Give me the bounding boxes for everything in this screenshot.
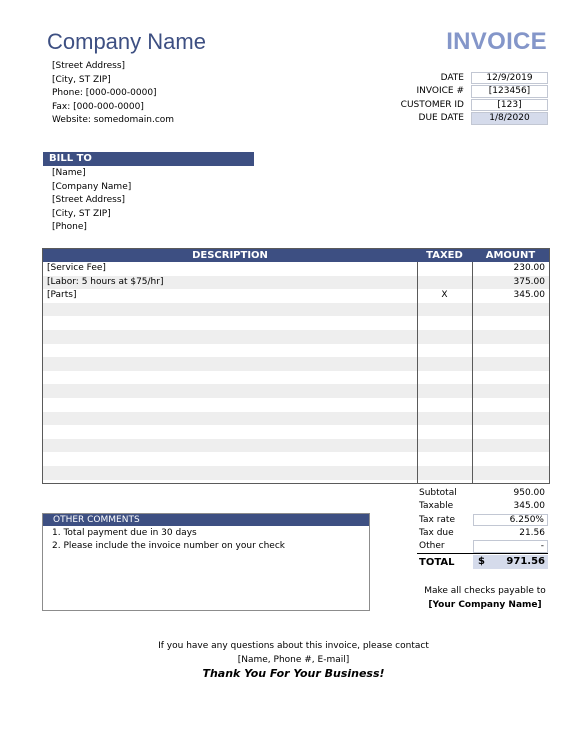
payable-line: Make all checks payable to — [424, 586, 546, 596]
due-date-field[interactable]: 1/8/2020 — [471, 112, 548, 125]
other-row — [417, 540, 548, 554]
thank-you-message: Thank You For Your Business! — [202, 667, 385, 680]
description-cell[interactable] — [43, 371, 417, 385]
amount-cell[interactable] — [472, 330, 549, 344]
other-field[interactable]: - — [473, 540, 548, 553]
totals-block — [417, 486, 548, 571]
amount-cell[interactable] — [472, 412, 549, 426]
tax-rate-row — [417, 513, 548, 527]
invoice-number-field[interactable]: [123456] — [471, 85, 548, 98]
table-row[interactable] — [43, 330, 549, 344]
address-city: [City, ST ZIP] — [52, 74, 111, 85]
taxed-cell[interactable] — [417, 344, 472, 358]
subtotal-row — [417, 486, 548, 500]
amount-cell[interactable]: 230.00 — [513, 263, 545, 273]
footer — [0, 640, 587, 681]
invoice-title: INVOICE — [446, 28, 547, 55]
bill-to-block — [52, 167, 131, 235]
table-row[interactable] — [43, 289, 549, 303]
taxed-cell[interactable] — [417, 439, 472, 453]
meta-label: DATE — [440, 72, 464, 83]
column-header-description: DESCRIPTION — [192, 250, 268, 261]
meta-row-date — [394, 71, 548, 85]
table-row[interactable] — [43, 466, 549, 480]
taxed-cell[interactable] — [417, 412, 472, 426]
table-row[interactable] — [43, 384, 549, 398]
description-cell[interactable] — [43, 316, 417, 330]
description-cell[interactable] — [43, 384, 417, 398]
meta-row-invoice-number — [394, 85, 548, 99]
table-row[interactable] — [43, 439, 549, 453]
taxable-value: 345.00 — [513, 501, 545, 512]
description-cell[interactable]: [Service Fee] — [47, 263, 106, 273]
amount-cell[interactable] — [472, 357, 549, 371]
meta-label: CUSTOMER ID — [400, 99, 464, 110]
address-phone: Phone: [000-000-0000] — [52, 88, 157, 98]
taxed-cell[interactable] — [417, 425, 472, 439]
taxed-cell[interactable]: X — [441, 290, 448, 301]
table-row[interactable] — [43, 276, 549, 290]
description-cell[interactable]: [Parts] — [47, 290, 77, 301]
amount-cell[interactable] — [472, 452, 549, 466]
table-row[interactable] — [43, 357, 549, 371]
payable-note — [410, 585, 560, 612]
description-cell[interactable] — [43, 452, 417, 466]
meta-row-due-date — [394, 112, 548, 126]
total-row — [417, 554, 548, 571]
invoice-meta — [394, 71, 548, 125]
other-label: Other — [419, 541, 445, 552]
currency-symbol: $ — [478, 556, 485, 567]
tax-rate-label: Tax rate — [419, 514, 455, 525]
tax-rate-field[interactable]: 6.250% — [473, 514, 548, 527]
bill-to-header: BILL TO — [43, 152, 254, 166]
description-cell[interactable] — [43, 357, 417, 371]
taxable-row — [417, 500, 548, 514]
description-cell[interactable] — [43, 425, 417, 439]
table-row[interactable] — [43, 412, 549, 426]
table-header — [43, 249, 549, 262]
customer-id-field[interactable]: [123] — [471, 99, 548, 112]
taxed-cell[interactable] — [417, 398, 472, 412]
amount-cell[interactable] — [472, 316, 549, 330]
taxed-cell[interactable] — [417, 316, 472, 330]
taxed-cell[interactable] — [417, 330, 472, 344]
taxed-cell[interactable] — [417, 262, 472, 276]
table-row[interactable] — [43, 316, 549, 330]
total-value — [473, 555, 548, 569]
amount-cell[interactable] — [472, 344, 549, 358]
taxed-cell[interactable] — [417, 384, 472, 398]
description-cell[interactable] — [43, 398, 417, 412]
table-row[interactable] — [43, 371, 549, 385]
amount-cell[interactable] — [472, 425, 549, 439]
table-row[interactable] — [43, 452, 549, 466]
table-row[interactable] — [43, 398, 549, 412]
taxed-cell[interactable] — [417, 466, 472, 480]
bill-to-phone[interactable]: [Phone] — [52, 222, 87, 233]
amount-cell[interactable]: 345.00 — [513, 290, 545, 301]
bill-to-city[interactable]: [City, ST ZIP] — [52, 208, 111, 219]
description-cell[interactable] — [43, 303, 417, 317]
taxed-cell[interactable] — [417, 276, 472, 290]
description-cell[interactable] — [43, 480, 417, 494]
meta-row-customer-id — [394, 98, 548, 112]
date-field[interactable]: 12/9/2019 — [471, 72, 548, 85]
meta-label: INVOICE # — [416, 86, 464, 97]
table-row[interactable] — [43, 425, 549, 439]
address-street: [Street Address] — [52, 61, 126, 71]
description-cell[interactable] — [43, 330, 417, 344]
description-cell[interactable] — [43, 466, 417, 480]
description-cell[interactable] — [43, 344, 417, 358]
bill-to-company[interactable]: [Company Name] — [52, 181, 132, 192]
description-cell[interactable]: [Labor: 5 hours at $75/hr] — [47, 276, 164, 287]
comments-body[interactable] — [43, 526, 369, 553]
amount-cell[interactable] — [472, 371, 549, 385]
tax-due-value: 21.56 — [519, 528, 545, 539]
company-name: Company Name — [47, 29, 206, 54]
table-row[interactable] — [43, 344, 549, 358]
amount-cell[interactable] — [472, 466, 549, 480]
amount-cell[interactable] — [472, 439, 549, 453]
taxed-cell[interactable] — [417, 303, 472, 317]
footer-contact-line: If you have any questions about this invoice, please contact — [158, 641, 429, 651]
amount-cell[interactable] — [472, 384, 549, 398]
other-comments-box — [42, 513, 370, 611]
subtotal-label: Subtotal — [419, 487, 457, 498]
address-fax: Fax: [000-000-0000] — [52, 101, 144, 112]
amount-cell[interactable] — [472, 398, 549, 412]
column-header-taxed: TAXED — [426, 250, 463, 261]
tax-due-label: Tax due — [419, 528, 454, 539]
amount-cell[interactable] — [472, 303, 549, 317]
description-cell[interactable] — [43, 439, 417, 453]
taxed-cell[interactable] — [417, 371, 472, 385]
total-amount: 971.56 — [506, 556, 545, 567]
total-label: TOTAL — [419, 556, 455, 568]
amount-cell[interactable]: 375.00 — [513, 276, 545, 287]
bill-to-name[interactable]: [Name] — [52, 168, 86, 178]
payable-company: [Your Company Name] — [428, 599, 542, 610]
tax-due-row — [417, 527, 548, 541]
comment-line: 1. Total payment due in 30 days — [52, 528, 197, 538]
comments-header: OTHER COMMENTS — [43, 514, 369, 526]
company-address — [52, 60, 174, 128]
table-body — [43, 262, 549, 493]
table-row[interactable] — [43, 262, 549, 276]
address-website: Website: somedomain.com — [52, 115, 175, 125]
column-header-amount: AMOUNT — [485, 250, 536, 261]
comment-line: 2. Please include the invoice number on your check — [52, 541, 286, 551]
footer-contact-details: [Name, Phone #, E-mail] — [237, 654, 350, 665]
meta-label: DUE DATE — [418, 113, 464, 124]
description-cell[interactable] — [43, 412, 417, 426]
column-divider — [417, 262, 418, 483]
taxable-label: Taxable — [419, 501, 454, 512]
subtotal-value: 950.00 — [513, 487, 545, 498]
bill-to-street[interactable]: [Street Address] — [52, 195, 126, 206]
line-items-table — [42, 248, 550, 484]
taxed-cell[interactable] — [417, 452, 472, 466]
column-divider — [472, 262, 473, 483]
table-row[interactable] — [43, 303, 549, 317]
taxed-cell[interactable] — [417, 357, 472, 371]
